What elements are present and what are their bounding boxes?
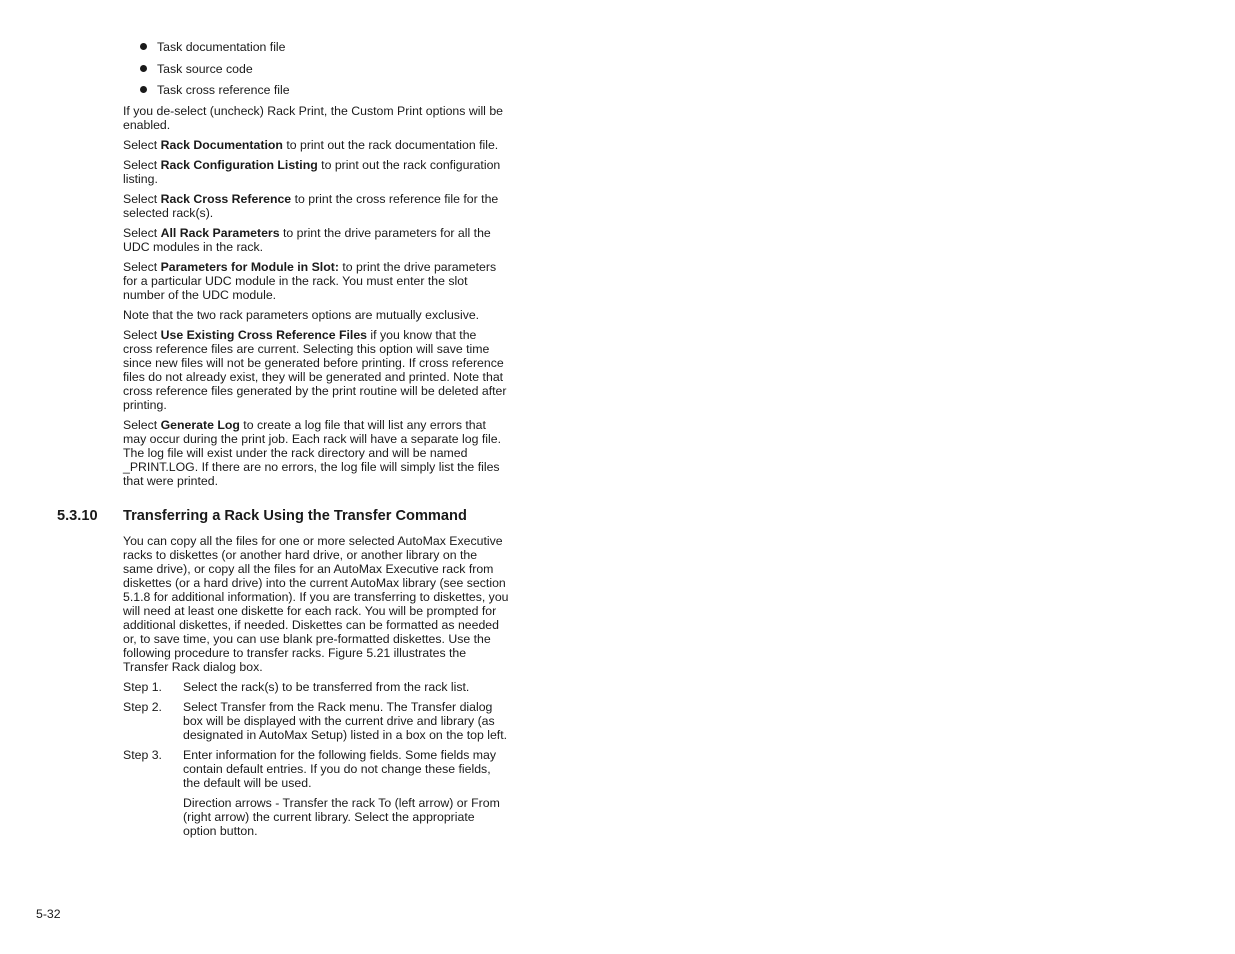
page-number: 5-32 — [36, 907, 61, 921]
bullet-icon — [140, 43, 147, 50]
print-options-text — [123, 104, 509, 494]
step-item: Step 3. Enter information for the following fields. Some fields may contain default entries. If you do not change these fields, the default will be used. — [123, 748, 497, 790]
paragraph-deselect: If you de-select (uncheck) Rack Print, the Custom Print options will be enabled. — [123, 104, 503, 132]
list-item: Task cross reference file — [140, 83, 290, 97]
transfer-text — [123, 534, 509, 844]
section-number: 5.3.10 — [57, 508, 98, 524]
paragraph-transfer: You can copy all the files for one or more selected AutoMax Executive racks to diskettes (or another hard drive, or another library on the same drive), or copy all the files for an AutoMax Executive rack from diskettes (or a hard drive) into the current AutoMax library (see section 5.1.8 for additional information). If you are transferring to diskettes, you will need at least one diskette for each rack. You will be prompted for additional diskettes, if needed. Diskettes can be formatted as needed or, to save time, you can use blank pre-formatted diskettes. Use the following procedure to transfer racks. Figure 5.21 illustrates the Transfer Rack dialog box. — [123, 534, 509, 674]
paragraph-rack-documentation: Select Rack Documentation to print out the rack documentation file. — [123, 138, 499, 152]
bullet-list — [140, 40, 290, 105]
step-item: Step 1. Select the rack(s) to be transferred from the rack list. — [123, 680, 470, 694]
paragraph-all-rack-parameters: Select All Rack Parameters to print the drive parameters for all the UDC modules in the rack. — [123, 226, 491, 254]
bullet-icon — [140, 86, 147, 93]
paragraph-note: Note that the two rack parameters options are mutually exclusive. — [123, 308, 480, 322]
paragraph-generate-log: Select Generate Log to create a log file that will list any errors that may occur during the print job. Each rack will have a separate log file. The log file will exist under the rack directory and will be named _PRINT.LOG. If there are no errors, the log file will simply list the files that were printed. — [123, 418, 501, 488]
paragraph-use-existing: Select Use Existing Cross Reference Files if you know that the cross reference files are current. Selecting this option will save time since new files will not be generated before printing. If cross reference files do not already exist, they will be generated and printed. Note that cross reference files generated by the print routine will be deleted after printing. — [123, 328, 507, 412]
section-title: Transferring a Rack Using the Transfer Command — [123, 508, 467, 524]
step-item: Step 2. Select Transfer from the Rack menu. The Transfer dialog box will be displayed with the current drive and library (as designated in AutoMax Setup) listed in a box on the top left. — [123, 700, 508, 742]
paragraph-slot-parameters: Select Parameters for Module in Slot: to print the drive parameters for a particular UDC module in the rack. You must enter the slot number of the UDC module. — [123, 260, 497, 302]
list-item: Task source code — [140, 62, 290, 76]
bullet-icon — [140, 65, 147, 72]
list-item: Task documentation file — [140, 40, 290, 54]
section-heading — [57, 508, 467, 524]
paragraph-direction-arrows: Direction arrows - Transfer the rack To (left arrow) or From (right arrow) the current library. Select the appropriate option button. — [183, 796, 500, 838]
paragraph-rack-configuration: Select Rack Configuration Listing to print out the rack configuration listing. — [123, 158, 501, 186]
paragraph-rack-cross-reference: Select Rack Cross Reference to print the cross reference file for the selected rack(s). — [123, 192, 499, 220]
